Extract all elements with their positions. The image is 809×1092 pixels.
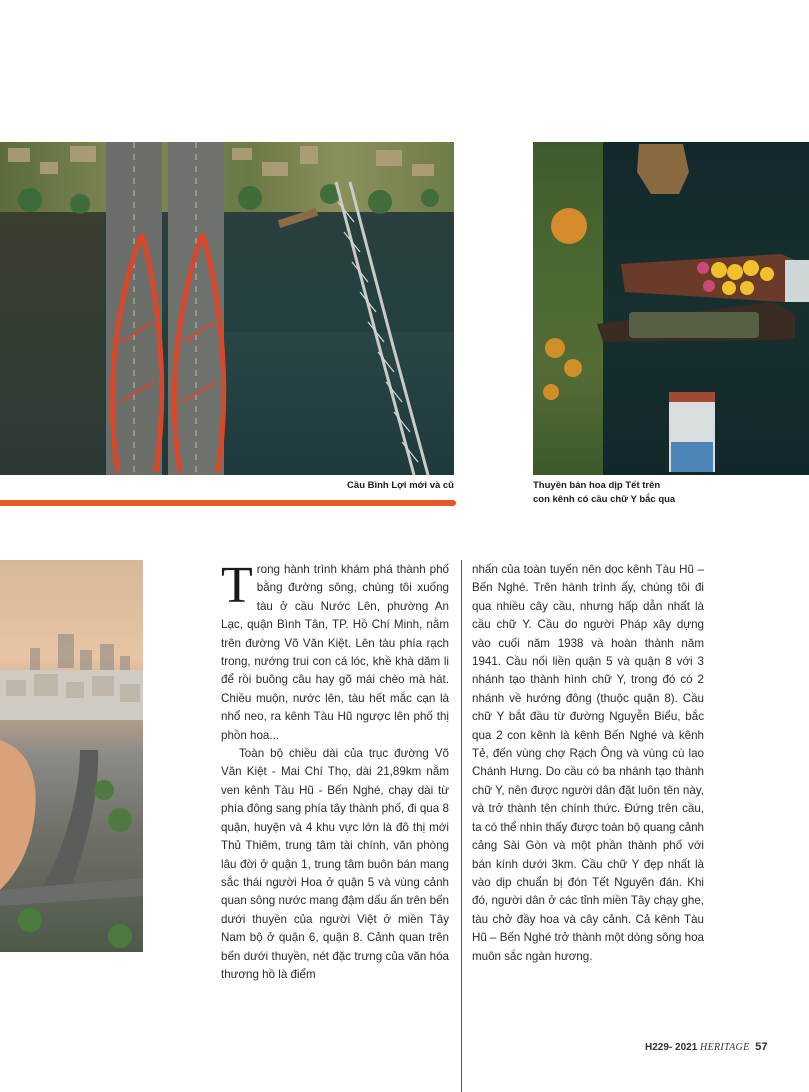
article-paragraph-2: Toàn bộ chiều dài của trục đường Võ Văn Kiệt - Mai Chí Thọ, dài 21,89km nằm ven kênh Tàu Hũ - Bến Nghé, chạy dài từ phía đông sang phía tây thành phố, đi qua 8 quận, huyện và 4 khu vực lớn là đô thị mới Thủ Thiêm, trung tâm tài chính, văn phòng lâu đời ở quận 1, trung tâm buôn bán mang sắc thái người Hoa ở quận 5 và vùng cảnh quan sông nước mang đậm dấu ấn trên bến dưới thuyền của người Việt ở miền Tây Nam bộ ở quận 6, quận 8. Cảnh quan trên bến dưới thuyền, nét đặc trưng của văn hóa thương hồ là điểm [221, 747, 449, 981]
photo-binh-loi-bridges [0, 142, 454, 475]
page-number: 57 [755, 1041, 768, 1053]
caption-boats-line-2: con kênh có cầu chữ Y bắc qua [533, 494, 676, 505]
page-folio [645, 1041, 768, 1053]
drop-cap: T [221, 557, 253, 614]
issue-number: H229- 2021 [645, 1042, 698, 1053]
caption-bridges: Cầu Bình Lợi mới và cũ [347, 480, 454, 491]
column-divider [461, 560, 462, 1092]
article-paragraph-1-text: rong hành trình khám phá thành phố bằng đường sông, chúng tôi xuống tàu ở cầu Nước Lên, phường An Lạc, quận Bình Tân, TP. Hồ Chí Minh, nằm trên đường Võ Văn Kiệt. Lên tàu phía rạch trong, nướng trui con cá lóc, khề khà dăm li để rồi buông câu hay gõ mái chèo mà hát. Chiều muộn, nước lên, tàu hết mắc cạn là nhổ neo, ra kênh Tàu Hũ ngược lên phố thị phồn hoa... [221, 563, 449, 742]
photo-flower-boats [533, 142, 809, 475]
publication-name: HERITAGE [700, 1042, 750, 1053]
photo-city-skyline [0, 560, 143, 952]
article-paragraph-3: nhấn của toàn tuyến nên dọc kênh Tàu Hũ – Bến Nghé. Trên hành trình ấy, chúng tôi đi qua nhiều cây cầu, nhưng hấp dẫn nhất là cầu chữ Y. Cầu do người Pháp xây dựng vào cuối năm 1938 và hoàn thành năm 1941. Cầu nối liền quận 5 và quận 8 với 3 nhánh tạo thành hình chữ Y, trong đó có 2 nhánh về hướng đông (thuộc quận 8). Cầu chữ Y bắt đầu từ đường Nguyễn Biểu, bắc qua 2 con kênh là kênh Bến Nghé và kênh Tẻ, đến vùng chợ Rạch Ông và vùng cù lao Chánh Hưng. Do cầu có ba nhánh tạo thành chữ Y, nên được người dân đặt luôn tên này, và trở thành tên chính thức. Đứng trên cầu, ta có thể nhìn thấy được toàn bộ quang cảnh cảng Sài Gòn và một phần thành phố với bán kính dưới 3km. Cầu chữ Y đẹp nhất là vào dịp chuẩn bị đón Tết Nguyên đán. Khi đó, người dân ở các tỉnh miền Tây chạy ghe, tàu chở đầy hoa và cây cảnh. Cả kênh Tàu Hũ – Bến Nghé trở thành một dòng sông hoa muôn sắc ngàn hương. [472, 563, 704, 963]
article-column-right [472, 561, 704, 966]
accent-rule [0, 500, 456, 506]
caption-boats [533, 479, 803, 507]
article-paragraph-1 [221, 557, 449, 745]
article-column-left [221, 557, 449, 984]
caption-boats-line-1: Thuyền bán hoa dịp Tết trên [533, 480, 661, 491]
